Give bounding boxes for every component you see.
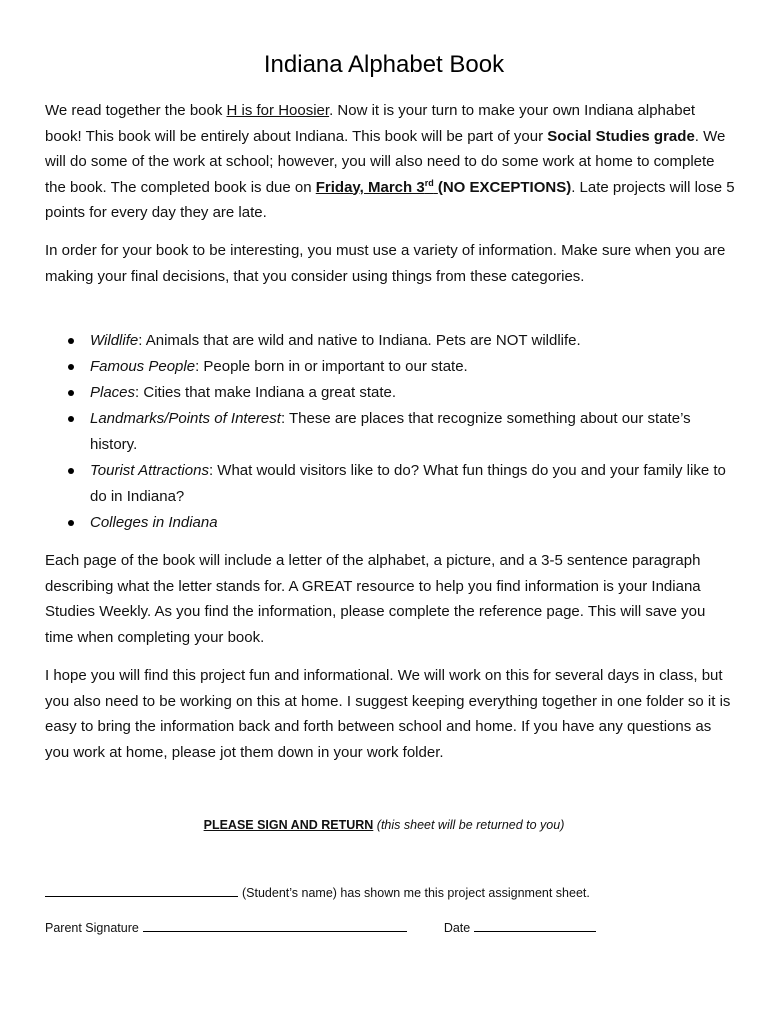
list-item [45, 510, 735, 536]
student-name-line[interactable] [45, 884, 238, 897]
parent-signature-row [45, 919, 596, 937]
category-term: Places [90, 384, 136, 401]
intro-paragraph [45, 98, 735, 226]
category-description: : People born in or important to our state. [195, 358, 468, 375]
categories-paragraph: In order for your book to be interesting, you must use a variety of information. Make sure when you are making your final decisions, that you consider using things from these categories. [45, 242, 726, 285]
book-title: H is for Hoosier [226, 102, 330, 119]
list-item [45, 458, 735, 510]
parent-signature-line[interactable] [143, 919, 407, 932]
category-description: : Animals that are wild and native to Indiana. Pets are NOT wildlife. [138, 332, 581, 349]
student-name-row [45, 884, 590, 902]
intro-text-2: . Now it is your turn to make your own Indiana alphabet book! This book will be entirely about Indiana. This book will be part of your [45, 102, 696, 145]
category-term: Colleges in Indiana [90, 514, 218, 531]
date-label: Date [443, 921, 471, 935]
category-term: Famous People [90, 358, 196, 375]
category-description: : Cities that make Indiana a great state. [135, 384, 397, 401]
sign-note: (this sheet will be returned to you) [373, 818, 565, 832]
category-term: Wildlife [90, 332, 139, 349]
sign-heading [0, 816, 768, 834]
bullet-icon [68, 416, 74, 422]
closing-paragraph: I hope you will find this project fun and informational. We will work on this for several days in class, but you also need to be working on this at home. I suggest keeping everything together in one folder so it is easy to bring the information back and forth between school and home. If you have any questions as you work at home, please jot them down in your work folder. [45, 667, 731, 761]
parent-signature-label: Parent Signature [45, 921, 139, 935]
due-date-suffix: rd [424, 177, 434, 188]
date-line[interactable] [474, 919, 596, 932]
intro-text-1: We read together the book [45, 102, 227, 119]
due-date: Friday, March 3rd [315, 177, 434, 196]
intro-text-3: . We will do some of the work at school; however, you will also need to do some work at home to complete the book. The completed book is due on [45, 127, 726, 196]
bullet-icon [68, 338, 74, 344]
bullet-icon [68, 520, 74, 526]
list-item [45, 380, 735, 406]
student-statement: (Student’s name) has shown me this project assignment sheet. [242, 886, 590, 900]
grade-text: Social Studies grade [547, 127, 695, 145]
no-exceptions-text: (NO EXCEPTIONS) [437, 178, 572, 196]
bullet-icon [68, 468, 74, 474]
list-item [45, 328, 735, 354]
bullet-icon [68, 364, 74, 370]
bullet-icon [68, 390, 74, 396]
category-term: Tourist Attractions [90, 462, 209, 479]
category-description: : What would visitors like to do? What fun things do you and your family like to do in Indiana? [90, 462, 726, 505]
page-requirements-paragraph: Each page of the book will include a letter of the alphabet, a picture, and a 3-5 sentence paragraph describing what the letter stands for. A GREAT resource to help you find information is your Indiana Studies Weekly. As you find the information, please complete the reference page. This will save you time when completing your book. [45, 552, 706, 646]
category-list [45, 328, 735, 536]
sign-and-return-label: PLEASE SIGN AND RETURN [203, 818, 374, 832]
page-title: Indiana Alphabet Book [263, 51, 505, 78]
list-item [45, 354, 735, 380]
list-item [45, 406, 735, 458]
intro-text-5: . Late projects will lose 5 points for every day they are late. [45, 178, 735, 221]
category-term: Landmarks/Points of Interest [90, 410, 281, 427]
category-description: : These are places that recognize something about our state’s history. [90, 410, 691, 453]
